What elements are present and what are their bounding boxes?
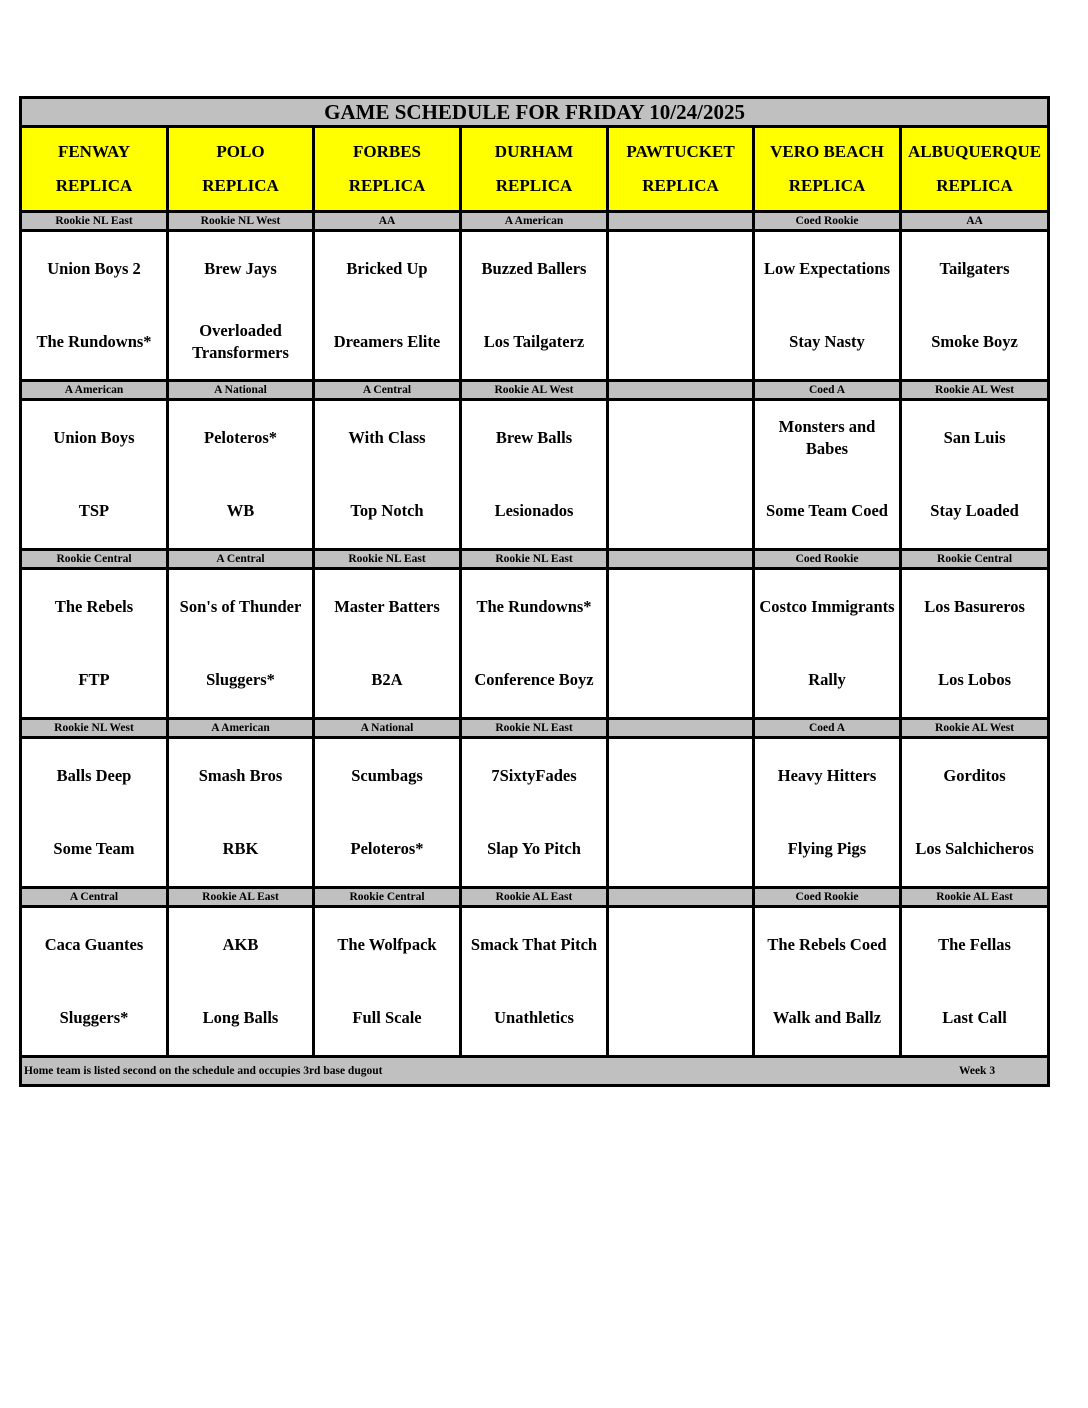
away-team: Son's of Thunder [179,596,302,616]
away-team: Monsters and Babes [778,416,876,458]
away-team [609,232,752,306]
game-cell [168,907,314,1057]
game-cell [21,400,168,550]
division-label: Rookie NL East [461,550,608,569]
game-cell [168,400,314,550]
game-row [21,231,1049,381]
away-team: With Class [348,427,426,447]
game-cell [901,231,1049,381]
field-sub: REPLICA [202,176,279,195]
week-label: Week 3 [958,1065,996,1077]
division-label: Rookie Central [21,550,168,569]
field-sub: REPLICA [55,176,133,195]
home-team: Lesionados [494,501,574,521]
division-label [608,550,754,569]
game-cell [21,231,168,381]
division-label: Rookie NL East [461,719,608,738]
away-team: Low Expectations [763,258,891,278]
away-team: 7SixtyFades [491,765,577,785]
division-label: Rookie NL East [21,212,168,231]
game-cell [754,231,901,381]
field-header [168,127,314,212]
away-team: The Rebels [54,596,134,616]
game-row [21,907,1049,1057]
game-cell [314,231,461,381]
home-team: Some Team [53,839,135,859]
game-cell [21,738,168,888]
field-name: ALBUQUERQUE [907,142,1042,161]
home-team: Stay Nasty [789,332,865,352]
game-row [21,738,1049,888]
away-team: Costco Immigrants [759,596,895,616]
division-label: Coed Rookie [754,888,901,907]
game-cell [608,231,754,381]
field-header [754,127,901,212]
field-sub: REPLICA [788,176,866,195]
game-cell [608,738,754,888]
home-team: Full Scale [352,1008,422,1028]
home-team: Some Team Coed [766,501,888,521]
game-cell [314,907,461,1057]
home-team: Slap Yo Pitch [487,839,581,859]
away-team: Heavy Hitters [777,765,877,785]
game-row [21,569,1049,719]
division-row [21,888,1049,907]
home-team: TSP [78,501,110,521]
game-cell [461,738,608,888]
away-team: Gorditos [943,765,1006,785]
game-cell [754,907,901,1057]
division-label: A American [21,381,168,400]
game-cell [461,400,608,550]
away-team: Brew Balls [495,427,573,447]
home-team: Stay Loaded [930,501,1019,521]
home-team: Walk and Ballz [772,1008,882,1028]
field-name: FORBES [352,142,422,161]
home-team: Last Call [942,1008,1007,1028]
away-team: Balls Deep [56,765,132,785]
away-team: Peloteros* [203,427,277,447]
field-header [21,127,168,212]
away-team [609,401,752,475]
home-team: Overloaded Transformers [192,321,289,363]
away-team: Bricked Up [346,258,428,278]
away-team: The Rebels Coed [767,934,887,954]
home-team [609,982,752,1056]
home-team: Smoke Boyz [931,332,1018,352]
game-cell [901,400,1049,550]
game-cell [21,907,168,1057]
home-team: Peloteros* [350,839,424,859]
field-sub: REPLICA [348,176,426,195]
away-team [609,570,752,644]
game-cell [608,400,754,550]
game-cell [608,569,754,719]
field-header [314,127,461,212]
game-cell [461,569,608,719]
home-team: Flying Pigs [787,839,867,859]
title-row [21,98,1049,127]
division-label: A National [314,719,461,738]
division-label: Rookie AL West [461,381,608,400]
home-team: Top Notch [350,501,424,521]
division-label: A American [461,212,608,231]
division-label [608,888,754,907]
away-team: Brew Jays [204,258,277,278]
division-label: Rookie Central [314,888,461,907]
game-cell [168,738,314,888]
division-label: A Central [168,550,314,569]
schedule-title: GAME SCHEDULE FOR FRIDAY 10/24/2025 [21,98,1049,127]
division-row [21,719,1049,738]
division-label: Rookie AL West [901,381,1049,400]
game-cell [314,738,461,888]
division-row [21,550,1049,569]
field-header [461,127,608,212]
home-team: The Rundowns* [36,332,152,352]
game-cell [901,907,1049,1057]
division-label [608,212,754,231]
field-header [608,127,754,212]
home-team: Dreamers Elite [333,332,441,352]
home-team: Unathletics [494,1008,574,1028]
home-team: Los Tailgaterz [483,332,585,352]
division-row [21,212,1049,231]
game-cell [168,231,314,381]
home-team: Long Balls [202,1008,279,1028]
game-cell [754,738,901,888]
field-header [901,127,1049,212]
division-label: A Central [314,381,461,400]
division-label [608,719,754,738]
division-label: A Central [21,888,168,907]
field-sub: REPLICA [495,176,573,195]
home-team: RBK [222,839,259,859]
home-team: WB [226,501,255,521]
division-label: Coed A [754,381,901,400]
home-team: Conference Boyz [474,670,594,690]
away-team: Los Basureros [924,596,1025,616]
away-team: Union Boys 2 [47,258,141,278]
home-team: Los Salchicheros [915,839,1034,859]
away-team: The Rundowns* [476,596,592,616]
field-name: DURHAM [494,142,574,161]
away-team: Tailgaters [939,258,1010,278]
division-label: Rookie AL East [168,888,314,907]
footer-row [21,1057,1049,1086]
home-team [609,813,752,887]
game-cell [901,569,1049,719]
home-team: Sluggers* [206,670,275,690]
field-name: VERO BEACH [770,142,884,161]
division-label: A National [168,381,314,400]
division-row [21,381,1049,400]
game-cell [461,907,608,1057]
away-team: The Wolfpack [337,934,437,954]
field-sub: REPLICA [936,176,1013,195]
game-cell [21,569,168,719]
division-label: AA [901,212,1049,231]
game-cell [754,569,901,719]
away-team: Buzzed Ballers [481,258,587,278]
home-team: B2A [371,670,403,690]
division-label: Coed Rookie [754,550,901,569]
away-team: Union Boys [53,427,135,447]
division-label: Coed Rookie [754,212,901,231]
away-team [609,908,752,982]
field-name: POLO [216,142,265,161]
home-team-note: Home team is listed second on the schedule and occupies 3rd base dugout [24,1065,383,1077]
home-team: Rally [808,670,846,690]
division-label: Rookie NL East [314,550,461,569]
home-team: Sluggers* [59,1008,129,1028]
away-team: Scumbags [351,765,423,785]
field-name: PAWTUCKET [626,142,735,161]
away-team [609,739,752,813]
game-cell [608,907,754,1057]
away-team: San Luis [943,427,1006,447]
away-team: Master Batters [334,596,440,616]
game-row [21,400,1049,550]
home-team [609,644,752,718]
division-label: A American [168,719,314,738]
away-team: AKB [222,934,259,954]
game-cell [314,569,461,719]
away-team: Smack That Pitch [470,934,598,954]
game-cell [901,738,1049,888]
home-team: Los Lobos [938,670,1011,690]
division-label: Rookie NL West [168,212,314,231]
away-team: Smash Bros [198,765,283,785]
away-team: The Fellas [938,934,1011,954]
division-label: Rookie Central [901,550,1049,569]
division-label: AA [314,212,461,231]
field-name: FENWAY [57,142,131,161]
division-label: Rookie AL West [901,719,1049,738]
field-sub: REPLICA [642,176,719,195]
schedule-table [19,96,1050,1087]
division-label: Rookie AL East [901,888,1049,907]
game-cell [754,400,901,550]
division-label: Rookie NL West [21,719,168,738]
game-cell [461,231,608,381]
home-team [609,475,752,549]
footer-cell [21,1057,1049,1086]
division-label: Coed A [754,719,901,738]
game-cell [314,400,461,550]
game-cell [168,569,314,719]
division-label: Rookie AL East [461,888,608,907]
field-header-row [21,127,1049,212]
division-label [608,381,754,400]
home-team [609,306,752,380]
away-team: Caca Guantes [44,934,144,954]
home-team: FTP [78,670,110,690]
